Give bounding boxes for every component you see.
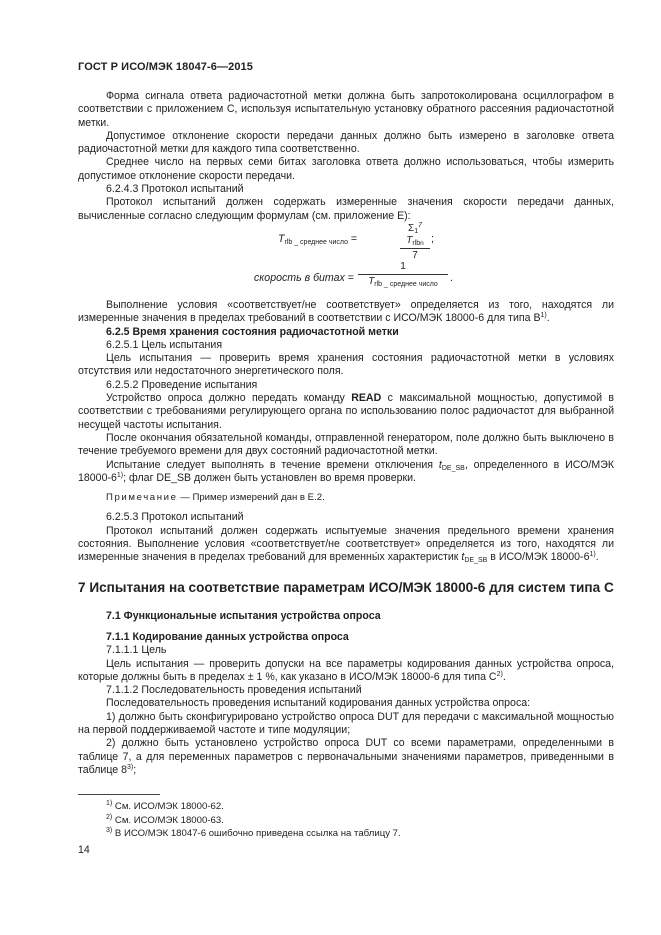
paragraph-compliance-type-b: Выполнение условия «соответствует/не соответствует» определяется из того, находятся ли измеренные значения в пределах требований в соответствии с ИСО/МЭК 18000-6 для типа $В^{1)}$. <box>78 298 614 325</box>
section-7-title: 7 Испытания на соответствие параметрам ИСО/МЭК 18000-6 для систем типа С <box>78 579 614 595</box>
paragraph-coding-purpose: Цель испытания — проверить допуски на все параметры кодирования данных устройства опроса, которые должны быть в пределах ± 1 %, как указано в ИСО/МЭК 18000-6 для типа $С^{2)}$. <box>78 657 614 683</box>
paragraph-field-off: После окончания обязательной команды, отправленной генератором, поле должно быть выключено в течение требуемого времени для двух состояний радиочастотной метки. <box>78 431 614 458</box>
heading-7-1-1-2: 7.1.1.2 Последовательность проведения испытаний <box>106 684 362 697</box>
footnote-2: $^{2)}$ См. ИСО/МЭК 18000-63. <box>106 813 224 826</box>
formula1-fraction <box>400 223 430 262</box>
footnote-3: $^{3)}$ В ИСО/МЭК 18047-6 ошибочно приведена ссылка на таблицу 7. <box>106 827 401 839</box>
paragraph-storage-time-report: Протокол испытаний должен содержать испытуемые значения предельного времени хранения состояния. Выполнение условия «соответствует/не соответствует» определяется из того, находятся ли измеренные значения в пределах требований для временны́х характеристик $t_{DE\_SB}$ в ИСО/МЭК 18000-6$^{1)}$. <box>78 524 614 565</box>
paragraph-test-purpose: Цель испытания — проверить время хранения состояния радиочастотной метки в условиях отсутствия или недостаточного энергетического поля. <box>78 352 614 378</box>
page-number: 14 <box>78 844 90 856</box>
page-content <box>78 90 614 777</box>
formula-average-period <box>78 223 614 261</box>
formula2-numerator: 1 <box>400 260 406 272</box>
formula1-lhs: $T_{rlb \_ среднее число}$ = <box>278 232 358 246</box>
document-header: ГОСТ Р ИСО/МЭК 18047-6—2015 <box>78 61 253 73</box>
paragraph-read-command: Устройство опроса должно передать команду READ с максимальной мощностью, допустимой в соответствии с требованиями регулирующего органа по использованию полос радиочастот для выбранной несущей частоты испытания. <box>78 392 614 431</box>
formula1-tail: ; <box>431 232 434 245</box>
formula2-lhs: скорость в битах = <box>254 271 354 284</box>
heading-7-1-1-1: 7.1.1.1 Цель <box>106 644 167 657</box>
list-item-step-2: 2) должно быть установлено устройство опроса DUT со всеми параметрами, определенными в таблице 7, а для переменных параметров с первоначальными значениями параметров, приведенными в таблице 8$^{3)}$; <box>78 737 614 776</box>
paragraph-test-report: Протокол испытаний должен содержать измеренные значения скорости передачи данных, вычисленные согласно следующим формулам (см. приложение Е): <box>78 196 614 222</box>
heading-6-2-5-1: 6.2.5.1 Цель испытания <box>106 338 223 351</box>
heading-6-2-4-3: 6.2.4.3 Протокол испытаний <box>106 183 244 196</box>
heading-6-2-5-2: 6.2.5.2 Проведение испытания <box>106 378 258 391</box>
footnotes <box>106 800 401 841</box>
heading-7-1-1: 7.1.1 Кодирование данных устройства опроса <box>106 630 349 643</box>
footnote-1: $^{1)}$ См. ИСО/МЭК 18000-62. <box>106 800 224 812</box>
paragraph-rate-deviation: Допустимое отклонение скорости передачи данных должно быть измерено в заголовке ответа радиочастотной метки для каждого типа соответственно. <box>78 129 614 156</box>
heading-6-2-5-3: 6.2.5.3 Протокол испытаний <box>106 511 244 524</box>
formula-bit-rate <box>78 261 614 299</box>
note: Примечание — Пример измерений дан в Е.2. <box>106 492 325 504</box>
paragraph-sequence-intro: Последовательность проведения испытаний кодирования данных устройства опроса: <box>106 697 531 710</box>
heading-7-1: 7.1 Функциональные испытания устройства опроса <box>106 609 381 622</box>
formula2-denominator: $T_{rlb \_ среднее число}$ <box>368 275 438 288</box>
paragraph-signal-form: Форма сигнала ответа радиочастотной метки должна быть запротоколирована осциллографом в соответствии с приложением С, используя испытательную установку обратного рассеяния радиочастотной метки. <box>78 90 614 129</box>
paragraph-test-time: Испытание следует выполнять в течение времени отключения $t_{DE\_SB}$, определенного в ИСО/МЭК 18000-6$^{1)}$; флаг DE_SB должен быть установлен во время проверки. <box>78 458 614 484</box>
paragraph-average-bits: Среднее число на первых семи битах заголовка ответа должно использоваться, чтобы измерить допустимое отклонение скорости передачи. <box>78 156 614 182</box>
list-item-step-1: 1) должно быть сконфигурировано устройство опроса DUT для передачи с максимальной мощностью на первой поддерживаемой частоте и типе модуляции; <box>78 710 614 736</box>
formula2-fraction-bar <box>358 274 448 275</box>
formula2-tail: . <box>450 271 453 284</box>
formula1-fraction-bar <box>400 248 430 249</box>
formula1-denominator: 7 <box>412 249 418 261</box>
heading-6-2-5: 6.2.5 Время хранения состояния радиочастотной метки <box>106 325 399 338</box>
formula2-fraction <box>358 261 448 288</box>
formula1-numerator: $\Sigma_1^7$ $T_{rlbn}$ <box>406 221 424 247</box>
footnote-divider <box>78 794 160 795</box>
